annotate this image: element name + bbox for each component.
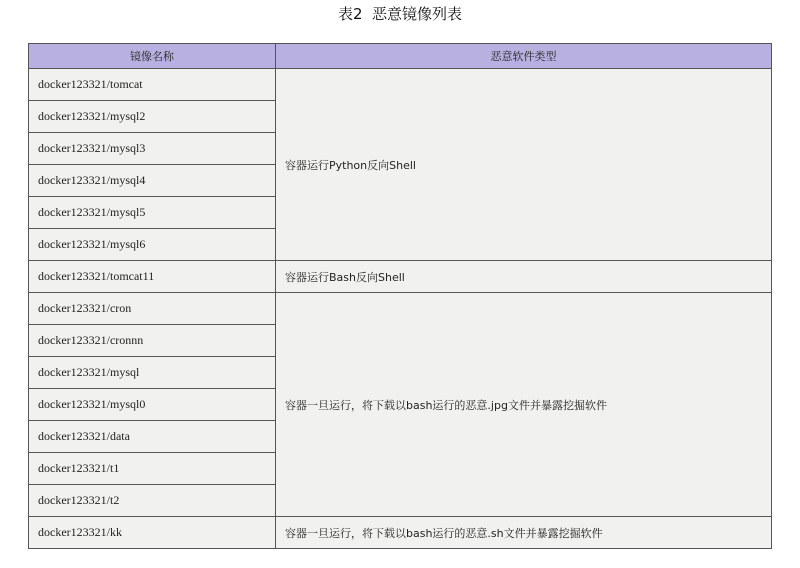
image-name-cell: docker123321/tomcat11 <box>29 261 276 293</box>
image-name-cell: docker123321/mysql5 <box>29 197 276 229</box>
malware-type-cell: 容器一旦运行，将下载以bash运行的恶意.sh文件并暴露挖掘软件 <box>276 517 772 549</box>
table-header-row <box>29 44 772 69</box>
malicious-image-table <box>28 43 772 549</box>
malware-type-cell: 容器一旦运行，将下载以bash运行的恶意.jpg文件并暴露挖掘软件 <box>276 293 772 517</box>
image-name-cell: docker123321/mysql4 <box>29 165 276 197</box>
image-name-cell: docker123321/mysql3 <box>29 133 276 165</box>
image-name-cell: docker123321/kk <box>29 517 276 549</box>
image-name-cell: docker123321/cronnn <box>29 325 276 357</box>
image-name-cell: docker123321/mysql <box>29 357 276 389</box>
table-row <box>29 517 772 549</box>
image-name-cell: docker123321/data <box>29 421 276 453</box>
image-name-cell: docker123321/mysql2 <box>29 101 276 133</box>
image-name-cell: docker123321/mysql0 <box>29 389 276 421</box>
image-name-cell: docker123321/t1 <box>29 453 276 485</box>
header-malware-type: 恶意软件类型 <box>276 44 772 69</box>
header-image-name: 镜像名称 <box>29 44 276 69</box>
table-row <box>29 293 772 325</box>
image-name-cell: docker123321/tomcat <box>29 69 276 101</box>
table-row <box>29 261 772 293</box>
malware-type-cell: 容器运行Bash反向Shell <box>276 261 772 293</box>
image-name-cell: docker123321/mysql6 <box>29 229 276 261</box>
image-name-cell: docker123321/cron <box>29 293 276 325</box>
table-row <box>29 69 772 101</box>
image-name-cell: docker123321/t2 <box>29 485 276 517</box>
table-caption: 表2 恶意镜像列表 <box>337 5 463 23</box>
malware-type-cell: 容器运行Python反向Shell <box>276 69 772 261</box>
